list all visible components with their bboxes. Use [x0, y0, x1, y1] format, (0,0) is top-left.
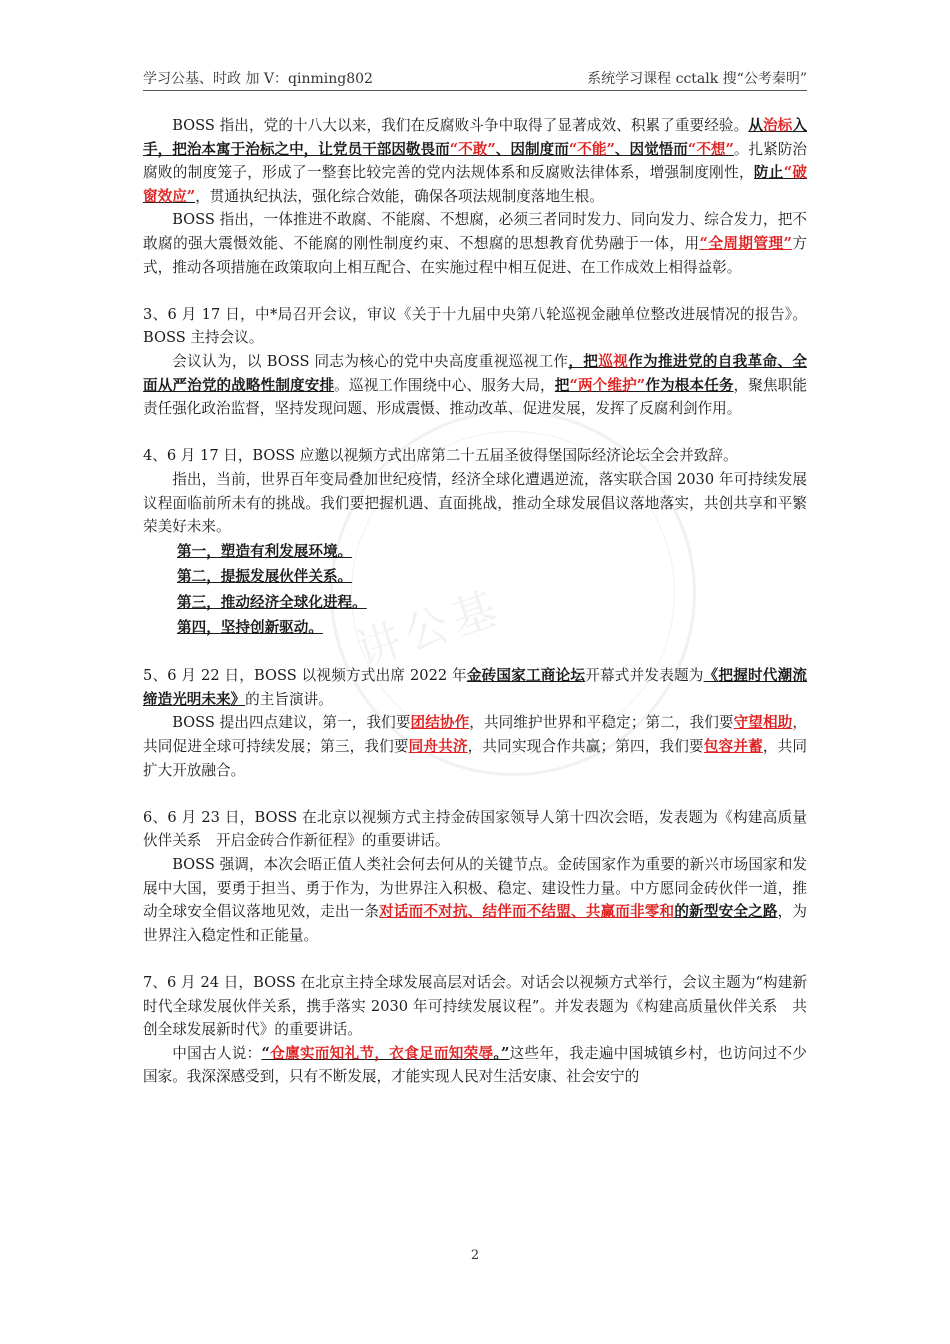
text: 5、6 月 22 日，BOSS 以视频方式出席 2022 年	[143, 667, 467, 685]
section-3-paragraph	[143, 350, 807, 421]
highlight: “不能”	[568, 140, 615, 158]
emphasis: 金砖国家工商论坛	[466, 667, 586, 685]
text: 入手，把治本寓于治标之中，让党员干部因敬畏而	[143, 117, 807, 158]
header-left-text: 学习公基、时政 加 V：qinming802	[143, 71, 373, 87]
spacer	[143, 421, 807, 445]
spacer	[143, 279, 807, 303]
highlight: 守望相助	[733, 714, 793, 732]
watermark-text: 讲公基	[350, 581, 509, 677]
text: 。巡视工作围绕中心、服务大局，	[334, 376, 555, 394]
text: BOSS 指出，党的十八大以来，我们在反腐败斗争中取得了显著成效、积累了重要经验。	[172, 117, 749, 134]
section-7-title: 7、6 月 24 日，BOSS 在北京主持全球发展高层对话会。对话会以视频方式举行，会议主题为“构建新时代全球发展伙伴关系，携手落实 2030 年可持续发展议程”。并发表题为《构建高质量伙伴关系 共创全球发展新时代》的重要讲话。	[143, 974, 807, 1039]
list-item: 第四，坚持创新驱动。	[177, 619, 323, 637]
highlight: 包容并蓄	[703, 738, 763, 756]
text: “	[261, 1044, 270, 1062]
text: ，把	[568, 352, 599, 370]
text: BOSS 指出，一体推进不敢腐、不能腐、不想腐，必须三者同时发力、同向发力、综合发力，把不敢腐的强大震慑效能、不能腐的刚性制度约束、不想腐的思想教育优势融于一体，用	[143, 211, 807, 252]
emphasis: 的新型安全之路	[674, 903, 778, 921]
section-4-title: 4、6 月 17 日，BOSS 应邀以视频方式出席第二十五届圣彼得堡国际经济论坛全会并致辞。	[143, 447, 738, 465]
text: 中国古人说：	[172, 1044, 262, 1062]
text: 这些年，我走遍中国城镇乡村，也访问过不少国家。我深深感受到，只有不断发展，才能实现人民对生活安康、社会安宁的	[143, 1044, 807, 1086]
list-item: 第三，推动经济全球化进程。	[177, 593, 367, 611]
emphasis: 《把握时代潮流 缔造光明未来》	[143, 667, 807, 708]
spacer	[143, 641, 807, 665]
highlight: 巡视	[598, 352, 629, 370]
section-6-paragraph	[143, 853, 807, 947]
highlight: “不敢”	[449, 140, 496, 158]
section-3-title: 3、6 月 17 日，中*局召开会议，审议《关于十九届中央第八轮巡视金融单位整改进展情况的报告》。BOSS 主持会议。	[143, 305, 807, 347]
emphasis	[555, 377, 734, 394]
spacer	[143, 782, 807, 806]
text: 方式，推动各项措施在政策取向上相互配合、在实施过程中相互促进、在工作成效上相得益彰。	[143, 234, 807, 276]
highlight: 仓廪实而知礼节，衣食足而知荣辱	[269, 1044, 494, 1062]
section-5-paragraph	[143, 711, 807, 782]
text: 开幕式并发表题为	[585, 667, 704, 685]
highlight: 团结协作	[410, 714, 470, 732]
text: ，共同维护世界和平稳定；第二，我们要	[469, 714, 734, 732]
text: 、因觉悟而	[614, 140, 688, 158]
text: ，聚焦职能责任强化政治监督，坚持发现问题、形成震慑、推动改革、促进发展，发挥了反腐利剑作用。	[143, 376, 807, 418]
text: ，为世界注入稳定性和正能量。	[143, 903, 807, 944]
text: 把	[554, 376, 570, 394]
page-header	[143, 64, 807, 91]
text: 会议认为，以 BOSS 同志为核心的党中央高度重视巡视工作	[172, 352, 569, 370]
paragraph-anticorruption-2	[143, 208, 807, 279]
text: BOSS 提出四点建议，第一，我们要	[172, 714, 411, 732]
list-item: 第二，提振发展伙伴关系。	[177, 568, 353, 586]
text: 。扎紧防治腐败的制度笼子，形成了一整套比较完善的党内法规体系和反腐败法律体系，增强制度刚性，	[143, 140, 807, 182]
section-6-title: 6、6 月 23 日，BOSS 在北京以视频方式主持金砖国家领导人第十四次会晤，发表题为《构建高质量伙伴关系 开启金砖合作新征程》的重要讲话。	[143, 808, 807, 850]
text: 。”	[493, 1044, 510, 1062]
highlight: 治标	[763, 117, 793, 134]
text: ，贯通执纪执法，强化综合效能，确保各项法规制度落地生根。	[195, 187, 604, 205]
highlight: “不想”	[687, 140, 734, 158]
list-item: 第一，塑造有利发展环境。	[177, 542, 353, 560]
spacer	[143, 947, 807, 971]
highlight: 对话而不对抗、结伴而不结盟、共赢而非零和	[379, 903, 675, 921]
header-right-text: 系统学习课程 cctalk 搜“公考秦明”	[587, 71, 807, 87]
section-4-list	[177, 539, 807, 641]
text: 的主旨演讲。	[245, 690, 333, 708]
highlight: “两个维护”	[569, 376, 646, 394]
highlight: 同舟共济	[408, 738, 468, 756]
text: ，共同实现合作共赢；第四，我们要	[467, 738, 704, 756]
text: 、因制度而	[495, 140, 569, 158]
section-4-paragraph: 指出，当前，世界百年变局叠加世纪疫情，经济全球化遭遇逆流，落实联合国 2030 年可持续发展议程面临前所未有的挑战。我们要把握机遇、直面挑战，推动全球发展倡议落地落实，共创共享和平繁荣美好未来。	[143, 470, 807, 536]
text: 防止	[753, 164, 784, 182]
highlight: “全周期管理”	[699, 234, 792, 252]
emphasis	[261, 1045, 509, 1062]
text: BOSS 强调，本次会晤正值人类社会何去何从的关键节点。金砖国家作为重要的新兴市场国家和发展中大国，要勇于担当、勇于作为，为世界注入积极、稳定、建设性力量。中方愿同金砖伙伴一道，推动全球安全倡议落地见效，走出一条	[143, 856, 807, 921]
section-7-paragraph	[143, 1042, 807, 1089]
text: ，共同促进全球可持续发展；第三，我们要	[143, 714, 807, 756]
page-number: 2	[470, 1248, 480, 1263]
section-5-title	[143, 664, 807, 711]
text: 作为根本任务	[645, 376, 734, 394]
document-body	[143, 114, 807, 1089]
highlight: “破窗效应”	[143, 164, 807, 205]
paragraph-anticorruption-1	[143, 114, 807, 208]
text: ，共同扩大开放融合。	[143, 738, 807, 779]
text: 从	[748, 117, 763, 134]
text: 作为推进党的自我革命、全面从严治党的战略性制度安排	[143, 352, 807, 394]
